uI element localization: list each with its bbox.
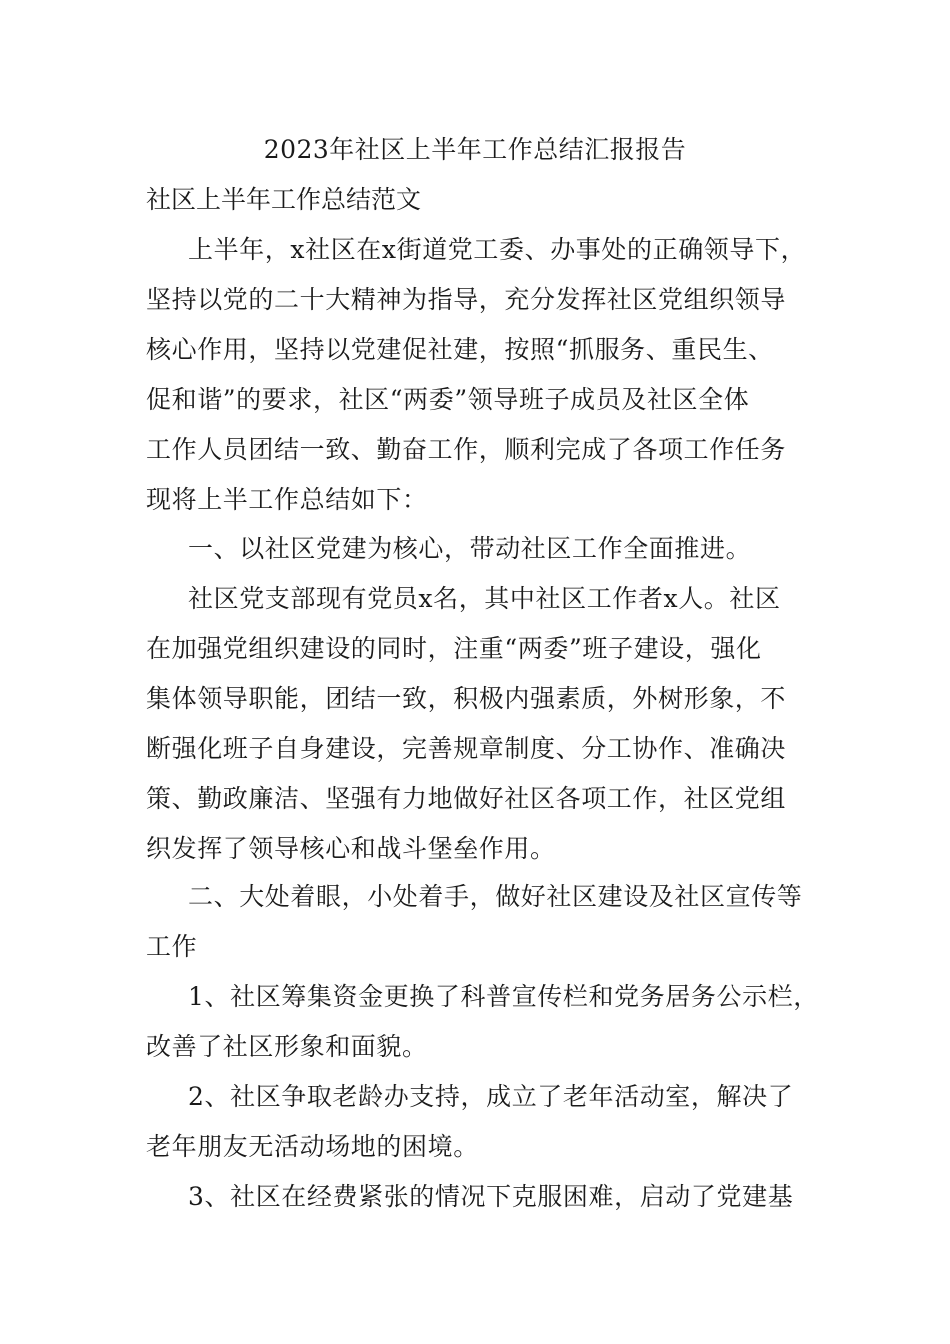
- paragraph-line: 现将上半工作总结如下：: [146, 485, 428, 514]
- paragraph-line: 核心作用，坚持以党建促社建，按照“抓服务、重民生、: [146, 335, 774, 364]
- paragraph-line: 在加强党组织建设的同时，注重“两委”班子建设，强化: [146, 634, 762, 663]
- paragraph-line: 社区党支部现有党员x名，其中社区工作者x人。社区: [188, 584, 781, 613]
- paragraph-line: 织发挥了领导核心和战斗堡垒作用。: [146, 834, 556, 863]
- section-heading-continued: 工作: [146, 932, 198, 961]
- paragraph-line: 集体领导职能，团结一致，积极内强素质，外树形象，不: [146, 684, 787, 713]
- section-heading: 二、大处着眼，小处着手，做好社区建设及社区宣传等: [188, 882, 803, 911]
- paragraph-line: 上半年，x社区在x街道党工委、办事处的正确领导下，: [188, 235, 807, 264]
- paragraph-line: 工作人员团结一致、勤奋工作，顺利完成了各项工作任务: [146, 435, 787, 464]
- paragraph-line: 促和谐”的要求，社区“两委”领导班子成员及社区全体: [146, 385, 750, 414]
- document-title: 2023年社区上半年工作总结汇报报告: [263, 135, 687, 164]
- document-subtitle: 社区上半年工作总结范文: [146, 185, 422, 214]
- paragraph-line: 策、勤政廉洁、坚强有力地做好社区各项工作，社区党组: [146, 784, 787, 813]
- paragraph-line: 断强化班子自身建设，完善规章制度、分工协作、准确决: [146, 734, 787, 763]
- list-item-line: 老年朋友无活动场地的困境。: [146, 1132, 479, 1161]
- list-item-line: 3、社区在经费紧张的情况下克服困难，启动了党建基: [188, 1182, 794, 1211]
- list-item-line: 改善了社区形象和面貌。: [146, 1032, 428, 1061]
- paragraph-line: 坚持以党的二十大精神为指导，充分发挥社区党组织领导: [146, 285, 787, 314]
- list-item-line: 1、社区筹集资金更换了科普宣传栏和党务居务公示栏，: [188, 982, 819, 1011]
- list-item-line: 2、社区争取老龄办支持，成立了老年活动室，解决了: [188, 1082, 794, 1111]
- section-heading: 一、以社区党建为核心，带动社区工作全面推进。: [188, 534, 752, 563]
